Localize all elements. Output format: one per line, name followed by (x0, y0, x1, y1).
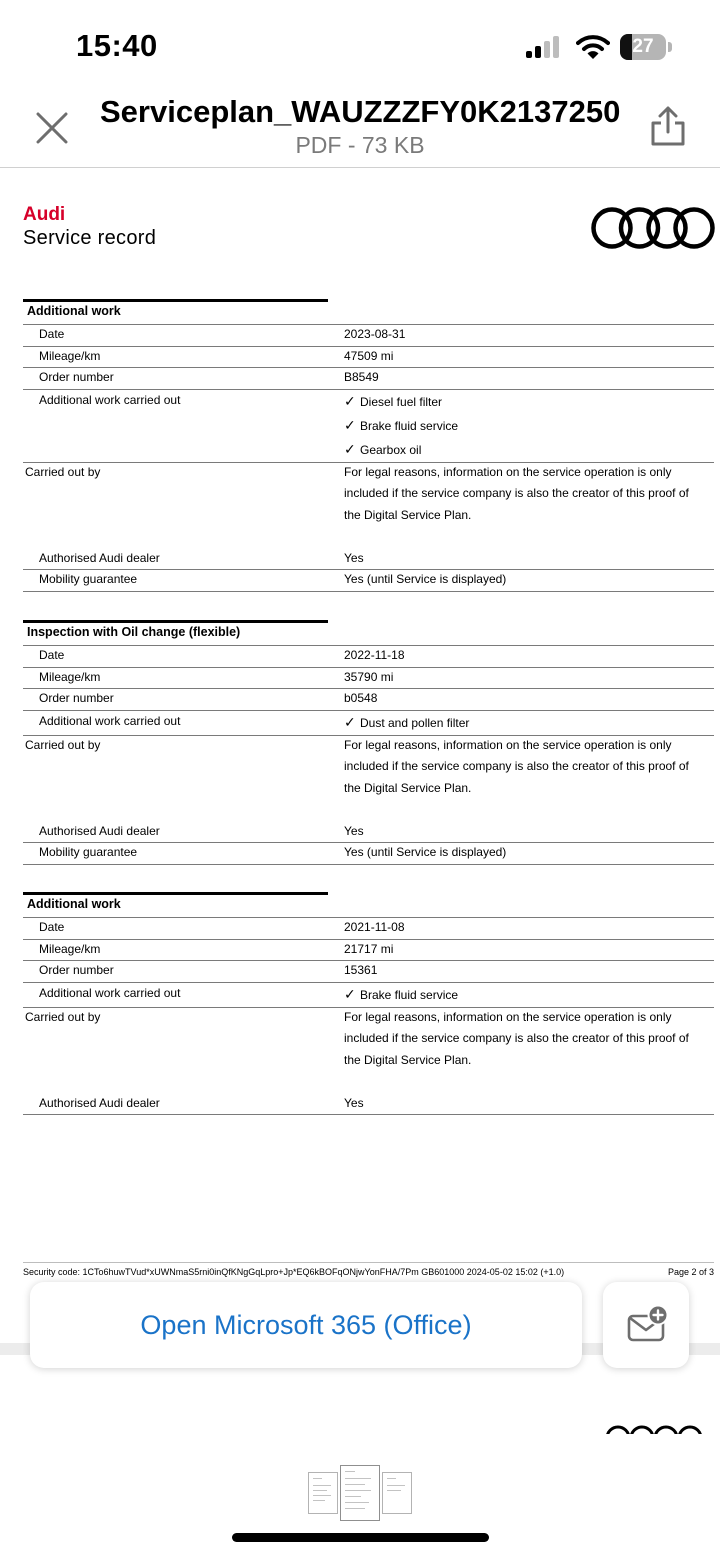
record-row (23, 939, 714, 961)
row-divider (23, 591, 714, 592)
work-item (344, 710, 714, 734)
row-value: Yes (until Service is displayed) (344, 572, 507, 586)
row-value: Yes (344, 823, 364, 838)
record-row (23, 548, 714, 570)
section-title: Inspection with Oil change (flexible) (27, 625, 241, 639)
row-label: Authorised Audi dealer (39, 1095, 160, 1110)
record-row (23, 735, 714, 821)
row-label: Mileage/km (39, 669, 101, 684)
checkmark-icon: ✓ (344, 416, 356, 433)
carried-out-note (344, 1007, 714, 1072)
row-label: Date (39, 327, 65, 341)
note-line: For legal reasons, information on the service operation is only (344, 1009, 672, 1024)
row-label: Additional work carried out (39, 713, 181, 728)
open-microsoft-365-button[interactable]: Open Microsoft 365 (Office) (30, 1282, 582, 1368)
work-item (344, 413, 714, 437)
row-label: Order number (39, 691, 114, 705)
document-title: Serviceplan_WAUZZZFY0K2137250 (100, 94, 621, 129)
row-label: Order number (39, 370, 114, 384)
page-thumbnail-2[interactable] (340, 1465, 380, 1521)
work-item-label: Diesel fuel filter (360, 394, 443, 409)
record-row (23, 960, 714, 982)
security-code: Security code: 1CTo6huwTVud*xUWNmaS5rni0inQfKNgGqLpro+Jp*EQ6kBOFqONjwYonFHA/7Pm GB601000 2024-05-02 15:02 (+1.0) (23, 1267, 565, 1277)
row-label: Date (39, 648, 65, 662)
section-title: Additional work (27, 897, 121, 911)
row-value: B8549 (344, 370, 379, 384)
work-item-label: Brake fluid service (360, 987, 459, 1002)
battery-icon (620, 34, 674, 60)
mail-add-button[interactable] (603, 1282, 689, 1368)
share-icon[interactable] (648, 104, 688, 148)
note-line: For legal reasons, information on the service operation is only (344, 464, 672, 479)
row-value: Yes (until Service is displayed) (344, 845, 507, 859)
carried-out-note (344, 462, 714, 527)
record-row (23, 982, 714, 1007)
record-row (23, 710, 714, 735)
row-value: 35790 mi (344, 669, 394, 684)
record-row (23, 917, 714, 939)
record-row (23, 1007, 714, 1093)
page-heading: Service record (23, 227, 157, 249)
record-row (23, 842, 714, 864)
footer-divider (23, 1262, 714, 1263)
record-row (23, 462, 714, 548)
section-bar (23, 620, 328, 623)
work-item-label: Gearbox oil (360, 442, 422, 457)
section-title: Additional work (27, 304, 121, 318)
work-items (344, 389, 714, 461)
checkmark-icon: ✓ (344, 713, 356, 730)
row-label: Additional work carried out (39, 392, 181, 407)
row-value: 15361 (344, 963, 378, 977)
note-line: For legal reasons, information on the service operation is only (344, 737, 672, 752)
checkmark-icon: ✓ (344, 392, 356, 409)
record-row (23, 821, 714, 843)
row-value: 47509 mi (344, 348, 394, 363)
record-row (23, 569, 714, 591)
row-label: Order number (39, 963, 114, 977)
row-label: Additional work carried out (39, 985, 181, 1000)
carried-out-note (344, 735, 714, 800)
record-row (23, 367, 714, 389)
note-line: included if the service company is also the creator of this proof of (344, 486, 689, 500)
header-divider (0, 167, 720, 168)
work-item (344, 437, 714, 461)
work-item (344, 982, 714, 1006)
row-label: Authorised Audi dealer (39, 550, 160, 565)
row-label: Carried out by (25, 737, 101, 752)
work-items (344, 982, 714, 1006)
row-value: Yes (344, 550, 364, 565)
row-label: Mileage/km (39, 941, 101, 956)
mail-add-icon (627, 1304, 669, 1346)
page-number: Page 2 of 3 (667, 1267, 714, 1277)
work-item-label: Brake fluid service (360, 418, 459, 433)
row-value: b0548 (344, 691, 378, 705)
page-thumbnails[interactable] (308, 1465, 414, 1523)
record-row (23, 667, 714, 689)
row-label: Carried out by (25, 464, 101, 479)
row-label: Mileage/km (39, 348, 101, 363)
checkmark-icon: ✓ (344, 985, 356, 1002)
page-thumbnail-1[interactable] (308, 1472, 338, 1514)
row-value: 21717 mi (344, 941, 394, 956)
close-icon[interactable] (32, 108, 72, 148)
audi-rings-logo (591, 205, 715, 251)
brand-name: Audi (23, 204, 66, 225)
row-value: 2021-11-08 (344, 920, 405, 934)
record-row (23, 389, 714, 462)
status-time: 15:40 (76, 28, 158, 63)
checkmark-icon: ✓ (344, 440, 356, 457)
note-line: the Digital Service Plan. (344, 507, 472, 522)
work-items (344, 710, 714, 734)
row-label: Date (39, 920, 65, 934)
document-subtitle: PDF - 73 KB (295, 132, 425, 158)
battery-level: 27 (632, 36, 654, 57)
section-bar (23, 299, 328, 302)
note-line: the Digital Service Plan. (344, 780, 472, 795)
home-indicator (232, 1533, 489, 1542)
record-row (23, 324, 714, 346)
work-item-label: Dust and pollen filter (360, 715, 470, 730)
row-label: Authorised Audi dealer (39, 823, 160, 838)
note-line: included if the service company is also the creator of this proof of (344, 1031, 689, 1045)
page-thumbnail-3[interactable] (382, 1472, 412, 1514)
row-label: Mobility guarantee (39, 572, 138, 586)
work-item (344, 389, 714, 413)
row-divider (23, 1114, 714, 1115)
next-page-logo-peek (604, 1424, 704, 1434)
row-divider (23, 864, 714, 865)
record-row (23, 1093, 714, 1115)
record-row (23, 688, 714, 710)
row-value: 2023-08-31 (344, 327, 406, 341)
record-row (23, 346, 714, 368)
wifi-icon (576, 34, 610, 60)
record-row (23, 645, 714, 667)
row-value: 2022-11-18 (344, 648, 405, 662)
row-label: Mobility guarantee (39, 845, 138, 859)
cellular-signal-icon (526, 36, 562, 58)
note-line: the Digital Service Plan. (344, 1052, 472, 1067)
row-label: Carried out by (25, 1009, 101, 1024)
note-line: included if the service company is also the creator of this proof of (344, 759, 689, 773)
row-value: Yes (344, 1095, 364, 1110)
section-bar (23, 892, 328, 895)
